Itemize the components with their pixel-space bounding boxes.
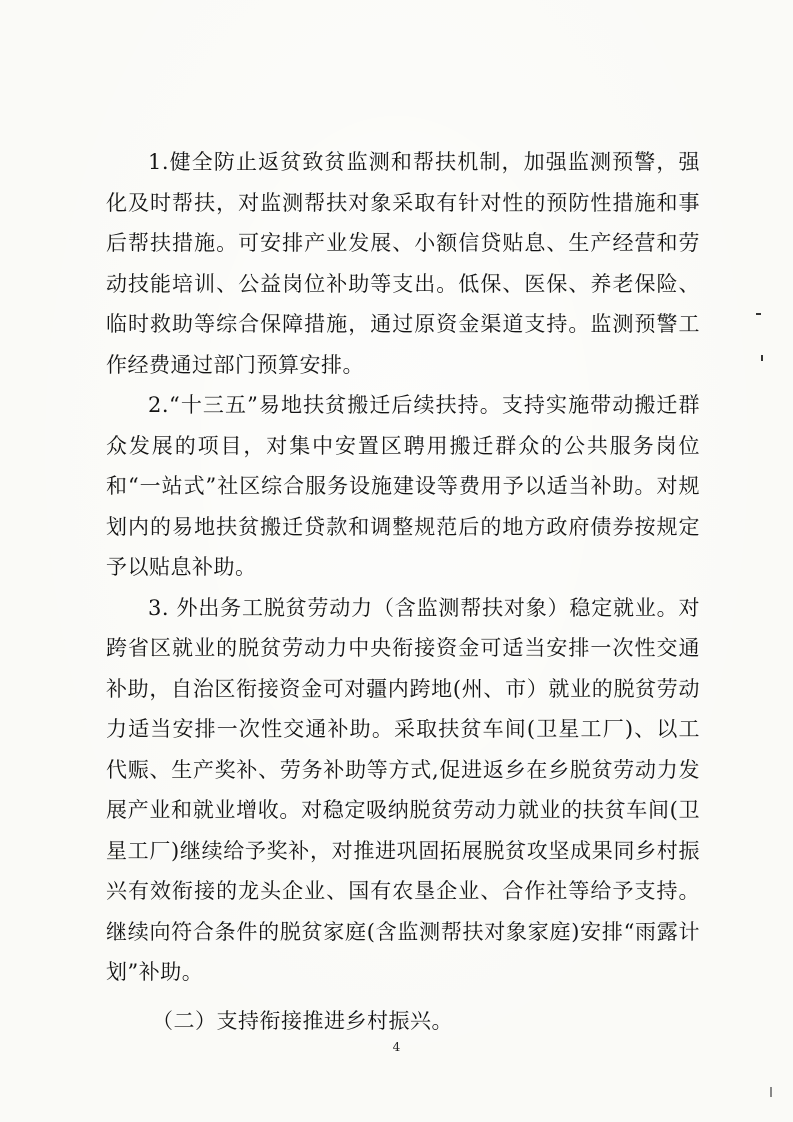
- scan-speck: [761, 355, 763, 361]
- section-heading: （二）支持衔接推进乡村振兴。: [152, 1008, 453, 1033]
- paragraph-2: 2.“十三五”易地扶贫搬迁后续扶持。支持实施带动搬迁群众发展的项目，对集中安置区聘用搬迁群众的公共服务岗位和“一站式”社区综合服务设施建设等费用予以适当补助。对规划内的易地扶贫搬迁贷款和调整规范后的地方政府债券按规定予以贴息补助。: [106, 393, 700, 579]
- page-number: 4: [392, 1040, 401, 1054]
- paragraph-3: 3. 外出务工脱贫劳动力（含监测帮扶对象）稳定就业。对跨省区就业的脱贫劳动力中央衔接资金可适当安排一次性交通补助，自治区衔接资金可对疆内跨地(州、市）就业的脱贫劳动力适当安排一次性交通补助。采取扶贫车间(卫星工厂)、以工代赈、生产奖补、劳务补助等方式,促进返乡在乡脱贫劳动力发展产业和就业增收。对稳定吸纳脱贫劳动力就业的扶贫车间(卫星工厂)继续给予奖补，对推进巩固拓展脱贫攻坚成果同乡村振兴有效衔接的龙头企业、国有农垦企业、合作社等给予支持。继续向符合条件的脱贫家庭(含监测帮扶对象家庭)安排“雨露计划”补助。: [106, 595, 700, 984]
- scan-speck: [756, 313, 761, 315]
- paragraph-1: 1.健全防止返贫致贫监测和帮扶机制，加强监测预警，强化及时帮扶，对监测帮扶对象采取有针对性的预防性措施和事后帮扶措施。可安排产业发展、小额信贷贴息、生产经营和劳动技能培训、公益岗位补助等支出。低保、医保、养老保险、临时救助等综合保障措施，通过原资金渠道支持。监测预警工作经费通过部门预算安排。: [106, 150, 700, 377]
- document-body: [106, 142, 700, 1041]
- scan-edge-line: [770, 1087, 772, 1097]
